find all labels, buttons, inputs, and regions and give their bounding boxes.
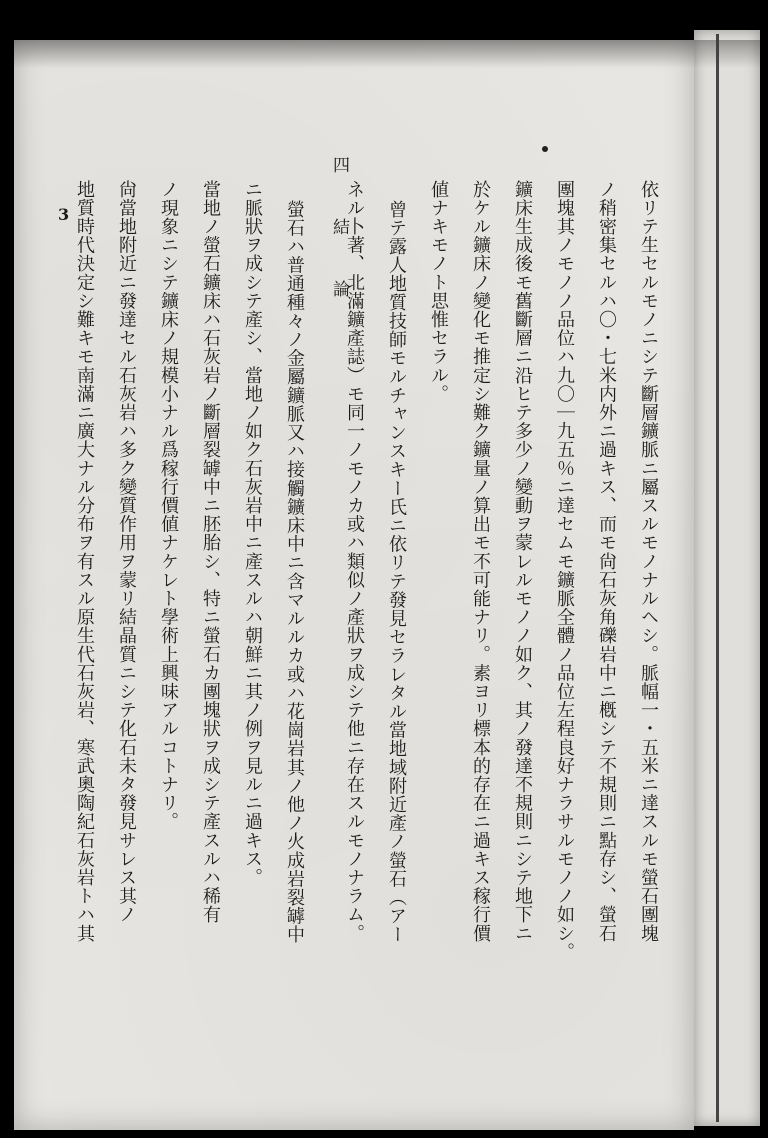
text-column-14: 地質時代決定シ難キモ南滿ニ廣大ナル分布ヲ有スル原生代石灰岩、寒武奧陶紀石灰岩トハ其 [74, 180, 95, 943]
text-column-1: 依リテ生セルモノニシテ斷層鑛脈ニ屬スルモノナルヘシ。脈幅一・五米ニ達スルモ螢石團塊 [638, 180, 659, 943]
text-column-11: 當地ノ螢石鑛床ハ石灰岩ノ斷層裂罅中ニ胚胎シ、特ニ螢石カ團塊狀ヲ成シテ產スルハ稀有 [200, 180, 221, 924]
text-column-10: ニ脈狀ヲ成シテ產シ、當地ノ如ク石灰岩中ニ產スルハ朝鮮ニ其ノ例ヲ見ルニ過キス。 [242, 180, 263, 887]
page-number: 3 [58, 205, 70, 224]
text-column-6: 値ナキモノト思惟セラル。 [428, 180, 449, 404]
page-fold-line [716, 34, 719, 1122]
scan-shadow [14, 40, 760, 68]
text-column-13: 尙當地附近ニ發達セル石灰岩ハ多ク變質作用ヲ蒙リ結晶質ニシテ化石未タ發見サレス其ノ [116, 180, 137, 924]
text-column-12: ノ現象ニシテ鑛床ノ規模小ナル爲稼行價値ナケレト學術上興味アルコトナリ。 [158, 180, 179, 831]
text-column-2: ノ稍密集セルハ〇・七米内外ニ過キス、而モ尙石灰角礫岩中ニ槪シテ不規則ニ點存シ、螢石 [596, 180, 617, 943]
text-column-5: 於ケル鑛床ノ變化モ推定シ難ク鑛量ノ算出モ不可能ナリ。素ヨリ標本的存在ニ過キス稼行價 [470, 180, 491, 943]
text-column-9: 螢石ハ普通種々ノ金屬鑛脈又ハ接觸鑛床中ニ含マルルカ或ハ花崗岩其ノ他ノ火成岩裂罅中 [284, 200, 305, 944]
facing-page-edge [694, 30, 760, 1126]
text-column-7: 曾テ露人地質技師モルチャンスキー氏ニ依リテ發見セラレタル當地域附近產ノ螢石（アー [386, 200, 407, 944]
text-column-3: 團塊其ノモノノ品位ハ九〇｜九五％ニ達セムモ鑛脈全體ノ品位左程良好ナラサルモノノ如シ。 [554, 180, 575, 962]
text-column-8: ネル卜著、北滿鑛產誌）モ同一ノモノカ或ハ類似ノ產狀ヲ成シテ他ニ存在スルモノナラム。 [344, 180, 365, 943]
text-column-4: 鑛床生成後モ舊斷層ニ沿ヒテ多少ノ變動ヲ蒙レルモノノ如ク、其ノ發達不規則ニシテ地下ニ [512, 180, 533, 943]
ink-dot [542, 146, 548, 152]
section-heading: 四 結 論 [329, 156, 349, 311]
